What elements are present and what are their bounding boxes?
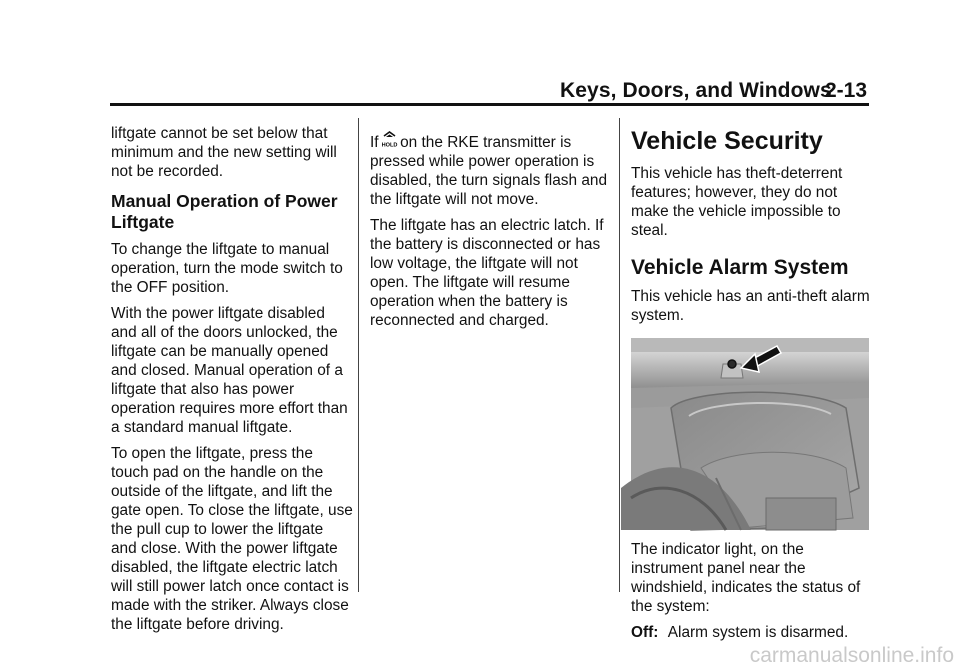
hold-icon-text: HOLD — [381, 142, 398, 149]
header-rule — [110, 103, 869, 106]
page-number: 2-13 — [825, 79, 868, 102]
instrument-panel-figure — [631, 338, 869, 530]
paragraph — [370, 131, 608, 209]
paragraph-prefix: If — [370, 134, 379, 151]
paragraph: The indicator light, on the instrument panel near the windshield, indicates the status of the system: — [631, 541, 861, 615]
paragraph: liftgate cannot be set below that minimum and the new setting will not be recorded. — [111, 125, 337, 180]
status-label: Off: — [631, 624, 659, 641]
section-heading: Manual Operation of Power Liftgate — [111, 191, 338, 232]
page-header — [0, 0, 960, 110]
liftgate-hold-icon — [383, 131, 396, 148]
paragraph-suffix: on the RKE transmitter is pressed while power operation is disabled, the turn signals flash and the liftgate will not move. — [370, 134, 607, 208]
column-right — [631, 124, 871, 649]
section-title: Keys, Doors, and Windows — [560, 79, 832, 102]
column-middle — [370, 131, 608, 337]
paragraph: This vehicle has an anti-theft alarm system. — [631, 288, 870, 324]
column-divider — [358, 118, 359, 592]
status-text: Alarm system is disarmed. — [667, 624, 849, 641]
column-left — [111, 124, 353, 641]
paragraph: The liftgate has an electric latch. If the battery is disconnected or has low voltage, the liftgate will not open. The liftgate will resume operation when the battery is reconnected and charged. — [370, 217, 604, 329]
section-subheading: Vehicle Alarm System — [631, 256, 849, 279]
section-heading-large: Vehicle Security — [631, 127, 823, 155]
column-divider — [619, 118, 620, 592]
watermark: carmanualsonline.info — [749, 644, 954, 667]
paragraph: With the power liftgate disabled and all of the doors unlocked, the liftgate can be manually opened and closed. Manual operation of a liftgate that also has power operation requires more effort than a standard manual liftgate. — [111, 305, 348, 436]
paragraph: To change the liftgate to manual operation, turn the mode switch to the OFF position. — [111, 241, 343, 296]
paragraph: To open the liftgate, press the touch pad on the handle on the outside of the liftgate, and lift the gate open. To close the liftgate, use the pull cup to lower the liftgate and close. With the power liftgate disabled, the liftgate electric latch will still power latch once contact is made with the striker. Always close the liftgate before driving. — [111, 445, 353, 633]
status-line — [631, 623, 871, 642]
paragraph: This vehicle has theft-deterrent features; however, they do not make the vehicle impossible to steal. — [631, 165, 843, 239]
instrument-panel-illustration — [631, 338, 869, 530]
